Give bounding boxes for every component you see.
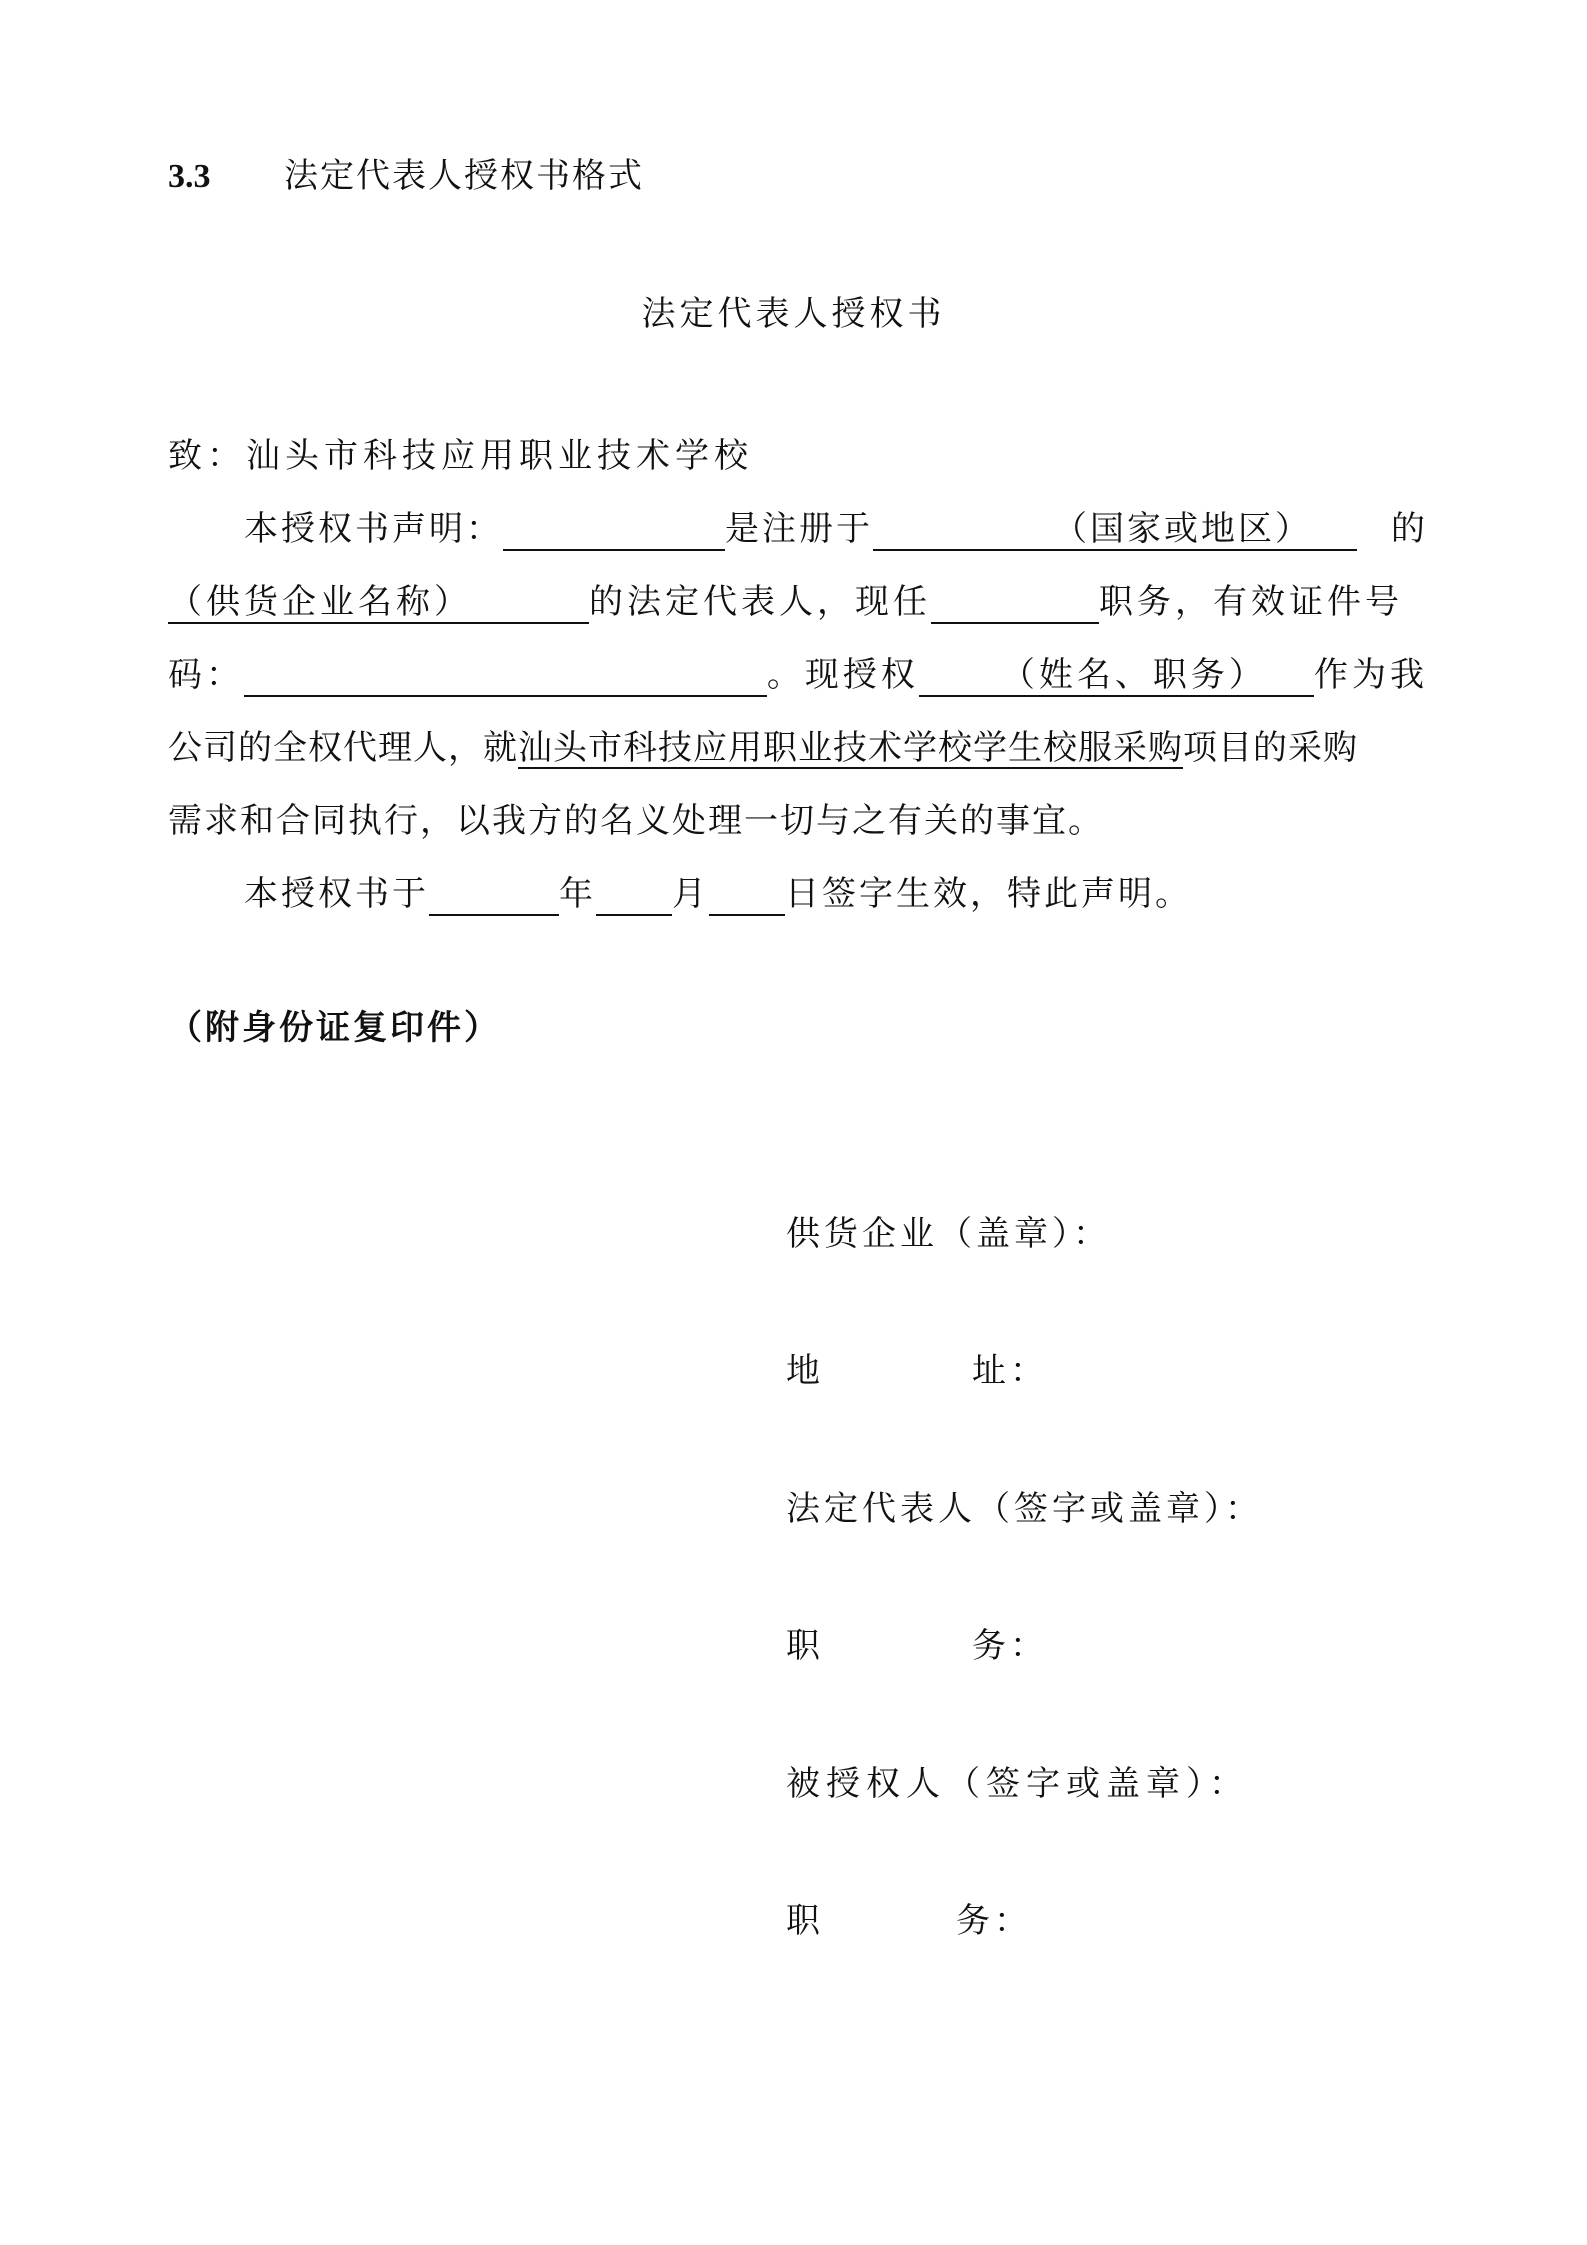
line4-suffix: 项目的采购 [1183,728,1358,768]
body-line-3 [168,639,1428,712]
section-heading [168,152,644,201]
line1-suffix: 的 [1391,509,1428,549]
body-line-6 [168,858,1428,931]
addressee: 致：汕头市科技应用职业技术学校 [168,436,753,476]
month-label: 月 [672,874,709,914]
year-label: 年 [559,874,596,914]
region-blank[interactable] [873,509,1357,551]
id-number-label: 码： [168,655,244,695]
company-name-blank[interactable] [168,582,589,624]
authorized-person-blank[interactable] [919,655,1314,697]
line5-text: 需求和合同执行，以我方的名义处理一切与之有关的事宜。 [168,801,1104,841]
signature-position-1 [786,1622,1048,1670]
line2-suffix: 职务，有效证件号 [1099,582,1403,622]
address-label-a: 地 [786,1351,824,1391]
id-number-blank[interactable] [244,655,767,697]
position2-label-b: 务： [956,1901,1032,1941]
authorized-person-hint: （姓名、职务） [1000,654,1267,695]
position2-label-a: 职 [786,1901,824,1941]
signature-address [786,1347,1048,1395]
month-blank[interactable] [596,874,672,916]
declaration-prefix: 本授权书声明： [244,509,503,549]
addressee-line [168,420,1428,493]
region-hint: （国家或地区） [1053,508,1312,549]
project-name: 汕头市科技应用职业技术学校学生校服采购 [518,728,1183,768]
registrant-name-blank[interactable] [503,509,725,551]
authorize-text: 。现授权 [766,655,919,695]
body-line-4 [168,712,1428,785]
document-title: 法定代表人授权书 [641,294,946,334]
company-name-hint: （供货企业名称） [168,581,472,622]
signature-company: 供货企业（盖章）： [786,1214,1111,1254]
address-label-b: 址： [972,1351,1048,1391]
section-heading-text: 法定代表人授权书格式 [284,156,644,196]
letter-body [168,420,1428,931]
position-blank[interactable] [931,582,1099,624]
section-number: 3.3 [168,158,211,195]
signature-authorized-person: 被授权人（签字或盖章）： [786,1764,1249,1804]
signature-legal-rep: 法定代表人（签字或盖章）： [786,1489,1263,1529]
line3-suffix: 作为我 [1314,655,1428,695]
body-line-1 [168,493,1428,566]
day-blank[interactable] [709,874,785,916]
year-blank[interactable] [429,874,559,916]
position1-label-a: 职 [786,1626,824,1666]
effective-suffix: 日签字生效，特此声明。 [785,874,1192,914]
body-line-5 [168,785,1428,858]
line4-prefix: 公司的全权代理人，就 [168,728,518,768]
registered-in-text: 是注册于 [725,509,873,549]
signature-position-2 [786,1897,1032,1945]
legal-rep-text: 的法定代表人，现任 [589,582,931,622]
attachment-note: （附身份证复印件） [168,1008,501,1048]
position1-label-b: 务： [972,1626,1048,1666]
effective-prefix: 本授权书于 [244,874,429,914]
body-line-2 [168,566,1428,639]
